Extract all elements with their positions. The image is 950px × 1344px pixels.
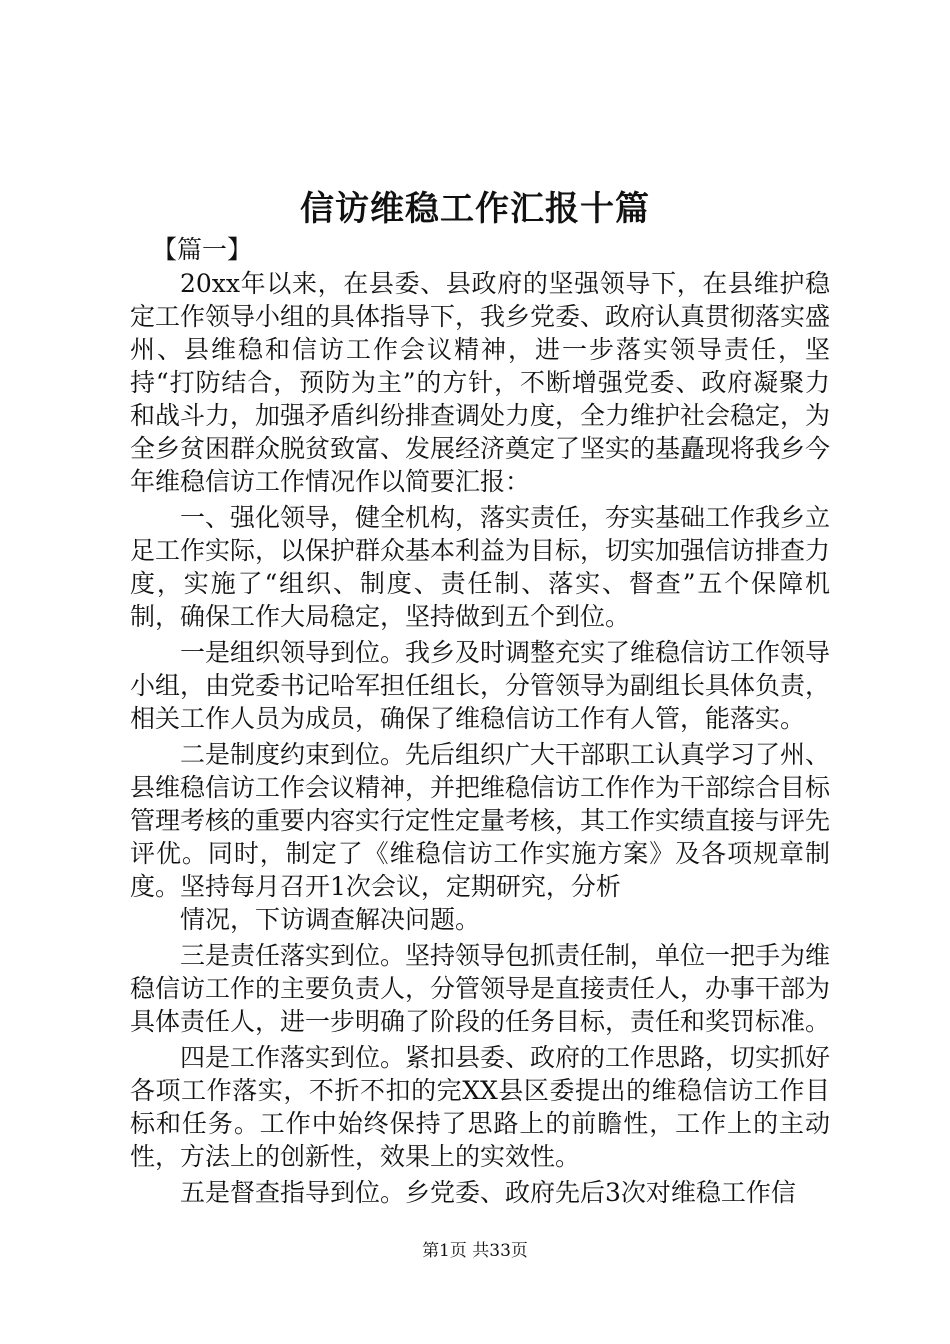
page-footer: 第1页 共33页 xyxy=(422,1241,528,1261)
paragraph: 一是组织领导到位。我乡及时调整充实了维稳信访工作领导小组，由党委书记哈军担任组长，分管领导为副组长具体负责，相关工作人员为成员，确保了维稳信访工作有人管，能落实。 xyxy=(130,638,831,733)
paragraph: 二是制度约束到位。先后组织广大干部职工认真学习了州、县维稳信访工作会议精神，并把维稳信访工作作为干部综合目标管理考核的重要内容实行定性定量考核，其工作实绩直接与评先评优。同时，制定了《维稳信访工作实施方案》及各项规章制度。坚持每月召开1次会议，定期研究，分析 xyxy=(130,740,831,901)
paragraph: 一、强化领导，健全机构，落实责任，夯实基础工作我乡立足工作实际，以保护群众基本利益为目标，切实加强信访排查力度，实施了“组织、制度、责任制、落实、督查”五个保障机制，确保工作大局稳定，坚持做到五个到位。 xyxy=(130,503,831,631)
document-body xyxy=(130,233,830,1212)
paragraph: 20xx年以来，在县委、县政府的坚强领导下，在县维护稳定工作领导小组的具体指导下，我乡党委、政府认真贯彻落实盛州、县维稳和信访工作会议精神，进一步落实领导责任，坚持“打防结合，预防为主”的方针，不断增强党委、政府凝聚力和战斗力，加强矛盾纠纷排查调处力度，全力维护社会稳定，为全乡贫困群众脱贫致富、发展经济奠定了坚实的基矗现将我乡今年维稳信访工作情况作以简要汇报： xyxy=(130,269,831,496)
paragraph: 情况，下访调查解决问题。 xyxy=(180,905,481,934)
document-title: 信访维稳工作汇报十篇 xyxy=(300,189,650,229)
paragraph: 五是督查指导到位。乡党委、政府先后3次对维稳工作信 xyxy=(180,1178,796,1207)
paragraph: 三是责任落实到位。坚持领导包抓责任制，单位一把手为维稳信访工作的主要负责人，分管领导是直接责任人，办事干部为具体责任人，进一步明确了阶段的任务目标，责任和奖罚标准。 xyxy=(130,941,831,1036)
paragraph: 四是工作落实到位。紧扣县委、政府的工作思路，切实抓好各项工作落实，不折不扣的完XX县区委提出的维稳信访工作目标和任务。工作中始终保持了思路上的前瞻性，工作上的主动性，方法上的创新性，效果上的实效性。 xyxy=(130,1043,831,1171)
section-label: 【篇一】 xyxy=(152,235,253,264)
